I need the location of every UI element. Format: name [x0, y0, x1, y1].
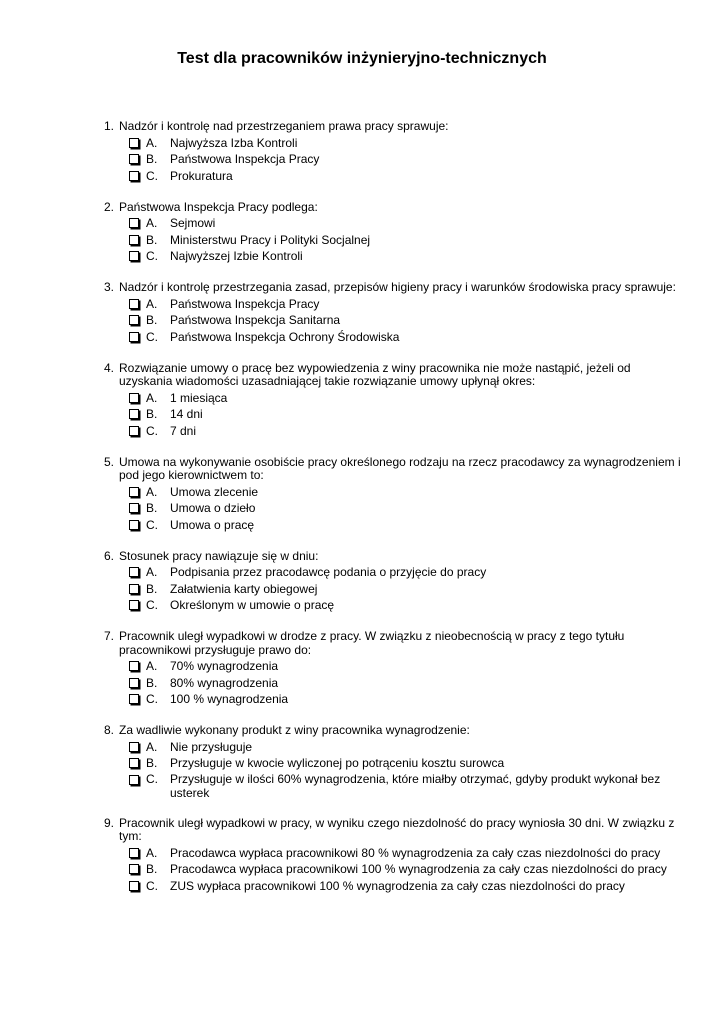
option-text: 7 dni [170, 423, 197, 438]
option-text: 14 dni [170, 407, 203, 421]
answer-option[interactable] [104, 658, 684, 675]
option-letter: C. [146, 423, 158, 438]
option-letter: A. [146, 739, 158, 754]
answer-option[interactable] [104, 691, 684, 708]
option-text: ZUS wypłaca pracownikowi 100 % wynagrodzenia za cały czas niezdolności do pracy [170, 878, 625, 893]
option-text: Załatwienia karty obiegowej [170, 581, 318, 596]
option-letter: C. [146, 692, 158, 706]
checkbox-icon[interactable] [129, 138, 139, 148]
checkbox-icon[interactable] [129, 409, 139, 419]
answer-options [104, 484, 684, 534]
option-text: Przysługuje w ilości 60% wynagrodzenia, które miałby otrzymać, gdyby produkt wykonał bez usterek [170, 772, 661, 800]
answer-options [104, 296, 684, 346]
answer-option[interactable] [104, 739, 684, 756]
answer-option[interactable] [104, 878, 684, 895]
option-text: Umowa o pracę [170, 517, 255, 532]
answer-option[interactable] [104, 484, 684, 501]
checkbox-icon[interactable] [129, 332, 139, 342]
answer-option[interactable] [104, 500, 684, 517]
checkbox-icon[interactable] [129, 864, 139, 874]
answer-options [104, 739, 684, 801]
option-text: Umowa zlecenie [170, 484, 259, 499]
option-letter: B. [146, 407, 158, 421]
checkbox-icon[interactable] [129, 775, 139, 785]
answer-option[interactable] [104, 232, 684, 249]
answer-option[interactable] [104, 755, 684, 772]
option-letter: B. [146, 581, 158, 596]
option-letter: A. [146, 659, 158, 673]
option-letter: B. [146, 862, 158, 876]
checkbox-icon[interactable] [129, 694, 139, 704]
answer-options [104, 564, 684, 614]
option-text: Państwowa Inspekcja Ochrony Środowiska [170, 329, 400, 344]
question-text-block [104, 724, 684, 738]
option-text: Pracodawca wypłaca pracownikowi 80 % wynagrodzenia za cały czas niezdolności do pracy [170, 845, 661, 860]
option-letter: B. [146, 152, 158, 166]
question-list [104, 120, 684, 911]
question-text: Rozwiązanie umowy o pracę bez wypowiedzenia z winy pracownika nie może nastąpić, jeżeli od uzyskania wiadomości uzasadniającej takie rozwiązanie umowy upłynął okres: [119, 360, 631, 388]
question-text-block [104, 281, 684, 295]
answer-option[interactable] [104, 296, 684, 313]
answer-options [104, 390, 684, 440]
question-number: 5. [104, 454, 115, 469]
option-text: Państwowa Inspekcja Pracy [170, 152, 320, 166]
checkbox-icon[interactable] [129, 661, 139, 671]
checkbox-icon[interactable] [129, 154, 139, 164]
answer-options [104, 658, 684, 708]
question-text-block [104, 817, 684, 844]
checkbox-icon[interactable] [129, 171, 139, 181]
question-1 [104, 120, 684, 184]
checkbox-icon[interactable] [129, 881, 139, 891]
answer-option[interactable] [104, 773, 684, 800]
option-text: Najwyższej Izbie Kontroli [170, 249, 303, 263]
question-text-block [104, 550, 684, 564]
checkbox-icon[interactable] [129, 520, 139, 530]
question-7 [104, 630, 684, 708]
question-number: 8. [104, 723, 115, 737]
question-5 [104, 456, 684, 534]
option-letter: B. [146, 501, 158, 515]
option-letter: C. [146, 878, 158, 893]
answer-option[interactable] [104, 390, 684, 407]
option-text: 70% wynagrodzenia [170, 659, 279, 673]
question-number: 9. [104, 815, 115, 830]
question-9 [104, 817, 684, 895]
answer-option[interactable] [104, 581, 684, 598]
checkbox-icon[interactable] [129, 235, 139, 245]
option-text: 1 miesiąca [170, 390, 228, 405]
answer-option[interactable] [104, 168, 684, 185]
question-number: 1. [104, 119, 115, 133]
answer-option[interactable] [104, 312, 684, 329]
option-letter: A. [146, 390, 158, 405]
option-letter: C. [146, 517, 158, 532]
option-letter: B. [146, 232, 158, 247]
option-text: 80% wynagrodzenia [170, 675, 279, 690]
option-text: Państwowa Inspekcja Sanitarna [170, 313, 341, 327]
answer-options [104, 215, 684, 265]
question-number: 7. [104, 629, 115, 643]
checkbox-icon[interactable] [129, 218, 139, 228]
option-text: Ministerstwu Pracy i Polityki Socjalnej [170, 232, 371, 247]
checkbox-icon[interactable] [129, 393, 139, 403]
option-letter: C. [146, 168, 158, 183]
checkbox-icon[interactable] [129, 600, 139, 610]
question-text: Nadzór i kontrolę nad przestrzeganiem prawa pracy sprawuje: [119, 119, 449, 133]
answer-option[interactable] [104, 329, 684, 346]
option-text: Nie przysługuje [170, 739, 253, 754]
page-title: Test dla pracowników inżynieryjno-technicznych [177, 50, 547, 67]
option-text: Sejmowi [170, 216, 216, 230]
question-text-block [104, 630, 684, 657]
answer-option[interactable] [104, 423, 684, 440]
question-text: Umowa na wykonywanie osobiście pracy określonego rodzaju na rzecz pracodawcy za wynagrodzeniem i pod jego kierownictwem to: [119, 454, 681, 482]
checkbox-icon[interactable] [129, 584, 139, 594]
option-letter: B. [146, 313, 158, 327]
checkbox-icon[interactable] [129, 299, 139, 309]
question-number: 6. [104, 548, 115, 563]
answer-option[interactable] [104, 248, 684, 265]
question-text: Pracownik uległ wypadkowi w drodze z pracy. W związku z nieobecnością w pracy z tego tytułu pracownikowi przysługuje prawo do: [119, 629, 625, 657]
checkbox-icon[interactable] [129, 503, 139, 513]
question-text-block [104, 456, 684, 483]
option-letter: A. [146, 565, 158, 579]
checkbox-icon[interactable] [129, 848, 139, 858]
checkbox-icon[interactable] [129, 426, 139, 436]
option-letter: A. [146, 484, 158, 499]
question-text-block [104, 201, 684, 215]
answer-options [104, 845, 684, 895]
option-letter: A. [146, 845, 158, 860]
answer-option[interactable] [104, 517, 684, 534]
option-text: Podpisania przez pracodawcę podania o przyjęcie do pracy [170, 565, 487, 579]
answer-option[interactable] [104, 406, 684, 423]
option-text: Państwowa Inspekcja Pracy [170, 296, 320, 311]
option-letter: A. [146, 296, 158, 311]
question-text: Pracownik uległ wypadkowi w pracy, w wyniku czego niezdolność do pracy wyniosła 30 dni. W związku z tym: [119, 815, 675, 843]
answer-option[interactable] [104, 845, 684, 862]
question-3 [104, 281, 684, 345]
answer-option[interactable] [104, 861, 684, 878]
option-text: Najwyższa Izba Kontroli [170, 135, 298, 150]
option-letter: A. [146, 135, 158, 150]
answer-option[interactable] [104, 135, 684, 152]
checkbox-icon[interactable] [129, 567, 139, 577]
question-number: 3. [104, 280, 115, 294]
question-text-block [104, 120, 684, 134]
option-text: Prokuratura [170, 168, 233, 183]
question-number: 2. [104, 199, 115, 214]
checkbox-icon[interactable] [129, 742, 139, 752]
question-6 [104, 550, 684, 614]
option-letter: C. [146, 772, 158, 786]
question-text: Stosunek pracy nawiązuje się w dniu: [119, 548, 319, 563]
option-letter: B. [146, 675, 158, 690]
option-letter: C. [146, 329, 158, 344]
question-8 [104, 724, 684, 800]
checkbox-icon[interactable] [129, 678, 139, 688]
answer-options [104, 135, 684, 185]
option-text: Umowa o dzieło [170, 501, 256, 515]
question-text-block [104, 362, 684, 389]
option-text: Określonym w umowie o pracę [170, 598, 335, 612]
question-text: Nadzór i kontrolę przestrzegania zasad, przepisów higieny pracy i warunków środowiska pracy sprawuje: [119, 280, 676, 294]
question-2 [104, 201, 684, 265]
option-text: Pracodawca wypłaca pracownikowi 100 % wynagrodzenia za cały czas niezdolności do pracy [170, 862, 667, 876]
answer-option[interactable] [104, 675, 684, 692]
question-number: 4. [104, 360, 115, 375]
answer-option[interactable] [104, 564, 684, 581]
option-text: Przysługuje w kwocie wyliczonej po potrąceniu kosztu surowca [170, 756, 505, 770]
checkbox-icon[interactable] [129, 251, 139, 261]
option-text: 100 % wynagrodzenia [170, 692, 289, 706]
answer-option[interactable] [104, 151, 684, 168]
question-text: Za wadliwie wykonany produkt z winy pracownika wynagrodzenie: [119, 723, 470, 737]
question-4 [104, 362, 684, 440]
option-letter: B. [146, 756, 158, 770]
answer-option[interactable] [104, 215, 684, 232]
checkbox-icon[interactable] [129, 758, 139, 768]
checkbox-icon[interactable] [129, 315, 139, 325]
answer-option[interactable] [104, 597, 684, 614]
question-text: Państwowa Inspekcja Pracy podlega: [119, 199, 318, 214]
option-letter: A. [146, 216, 158, 230]
option-letter: C. [146, 598, 158, 612]
option-letter: C. [146, 249, 158, 263]
checkbox-icon[interactable] [129, 487, 139, 497]
